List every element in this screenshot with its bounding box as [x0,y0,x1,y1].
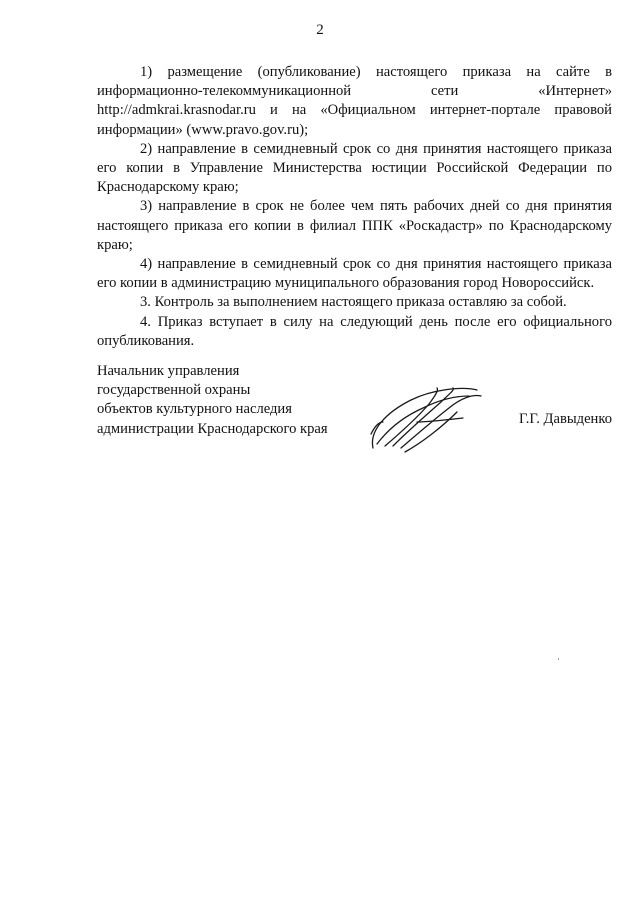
document-body [97,63,612,351]
paragraph-control: 3. Контроль за выполнением настоящего приказа оставляю за собой. [140,294,567,311]
paragraph-item-1: 1) размещение (опубликование) настоящего приказа на сайте в информационно-телекоммуникационной сети «Интернет» http://admkrai.krasnodar.ru и на «Официальном интернет-портале правовой информации» (www.pravo.gov.ru); [97,64,612,138]
signature-block [97,362,612,442]
signer-position-line: государственной охраны [97,382,251,399]
paragraph-item-4: 4) направление в семидневный срок со дня принятия настоящего приказа его копии в администрацию муниципального образования город Новороссийск. [97,256,612,292]
signer-position-line: администрации Краснодарского края [97,420,328,437]
handwritten-signature [365,382,485,454]
paragraph-item-3: 3) направление в срок не более чем пять рабочих дней со дня принятия настоящего приказа его копии в филиал ППК «Роскадастр» по Краснодарскому краю; [97,198,612,253]
scan-artifact [558,658,559,660]
paragraph-item-2: 2) направление в семидневный срок со дня принятия настоящего приказа его копии в Управление Министерства юстиции Российской Федерации по Краснодарскому краю; [97,140,612,196]
signer-name: Г.Г. Давыденко [518,411,612,427]
signer-position [97,362,328,439]
paragraph-effective-date: 4. Приказ вступает в силу на следующий день после его официального опубликования. [97,313,612,349]
page-number: 2 [316,22,324,38]
signer-position-line: объектов культурного наследия [97,401,292,418]
signer-position-line: Начальник управления [97,363,240,379]
